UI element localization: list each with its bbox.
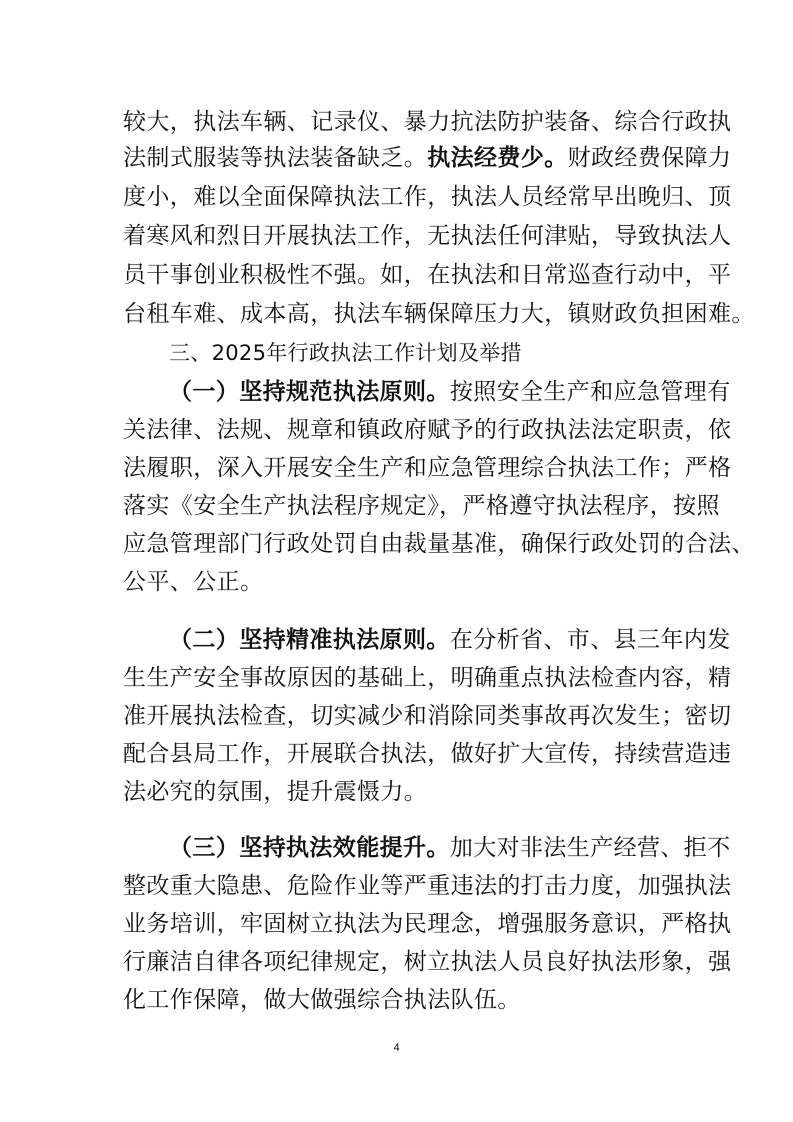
body-text: 财政经费保障力 (567, 145, 732, 171)
body-line: 整改重大隐患、危险作业等严重违法的打击力度，加强执法 (123, 873, 732, 899)
item-title: （一）坚持规范执法原则。 (169, 379, 450, 405)
body-line (123, 140, 731, 176)
body-text: 按照安全生产和应急管理有 (449, 379, 731, 405)
body-line: 台租车难、成本高，执法车辆保障压力大，镇财政负担困难。 (123, 301, 755, 327)
item-first-line (169, 622, 731, 658)
body-line: 行廉洁自律各项纪律规定，树立执法人员良好执法形象，强 (123, 949, 732, 975)
body-line: 化工作保障，做大做强综合执法队伍。 (123, 987, 521, 1013)
item-title: （三）坚持执法效能提升。 (169, 835, 450, 861)
body-line: 法必究的氛围，提升震慑力。 (123, 779, 428, 805)
body-text: 法制式服装等执法装备缺乏。 (123, 145, 428, 171)
body-line: 业务培训，牢固树立执法为民理念，增强服务意识，严格执 (123, 911, 732, 937)
page-number: 4 (393, 1042, 400, 1054)
body-line: 着寒风和烈日开展执法工作，无执法任何津贴，导致执法人 (123, 223, 732, 249)
body-text: 在分析省、市、县三年内发 (449, 627, 731, 653)
body-line: 员干事创业积极性不强。如，在执法和日常巡查行动中，平 (123, 262, 732, 288)
body-line: 配合县局工作，开展联合执法，做好扩大宣传，持续营造违 (123, 741, 732, 767)
item-first-line (169, 374, 731, 410)
bold-phrase: 执法经费少。 (427, 145, 568, 171)
body-line: 应急管理部门行政处罚自由裁量基准，确保行政处罚的合法、 (123, 531, 755, 557)
item-title: （二）坚持精准执法原则。 (169, 627, 450, 653)
body-line: 关法律、法规、规章和镇政府赋予的行政执法法定职责，依 (123, 417, 732, 443)
body-line: 落实《安全生产执法程序规定》，严格遵守执法程序，按照 (123, 493, 720, 519)
body-line: 生生产安全事故原因的基础上，明确重点执法检查内容，精 (123, 665, 732, 691)
body-line: 法履职，深入开展安全生产和应急管理综合执法工作；严格 (123, 455, 732, 481)
body-line: 准开展执法检查，切实减少和消除同类事故再次发生；密切 (123, 703, 732, 729)
body-line: 较大，执法车辆、记录仪、暴力抗法防护装备、综合行政执 (123, 109, 732, 135)
body-line: 度小，难以全面保障执法工作，执法人员经常早出晚归、顶 (123, 184, 732, 210)
body-line: 公平、公正。 (123, 569, 264, 595)
item-first-line (169, 830, 731, 866)
body-text: 加大对非法生产经营、拒不 (449, 835, 731, 861)
section-heading: 三、2025年行政执法工作计划及举措 (169, 341, 522, 365)
